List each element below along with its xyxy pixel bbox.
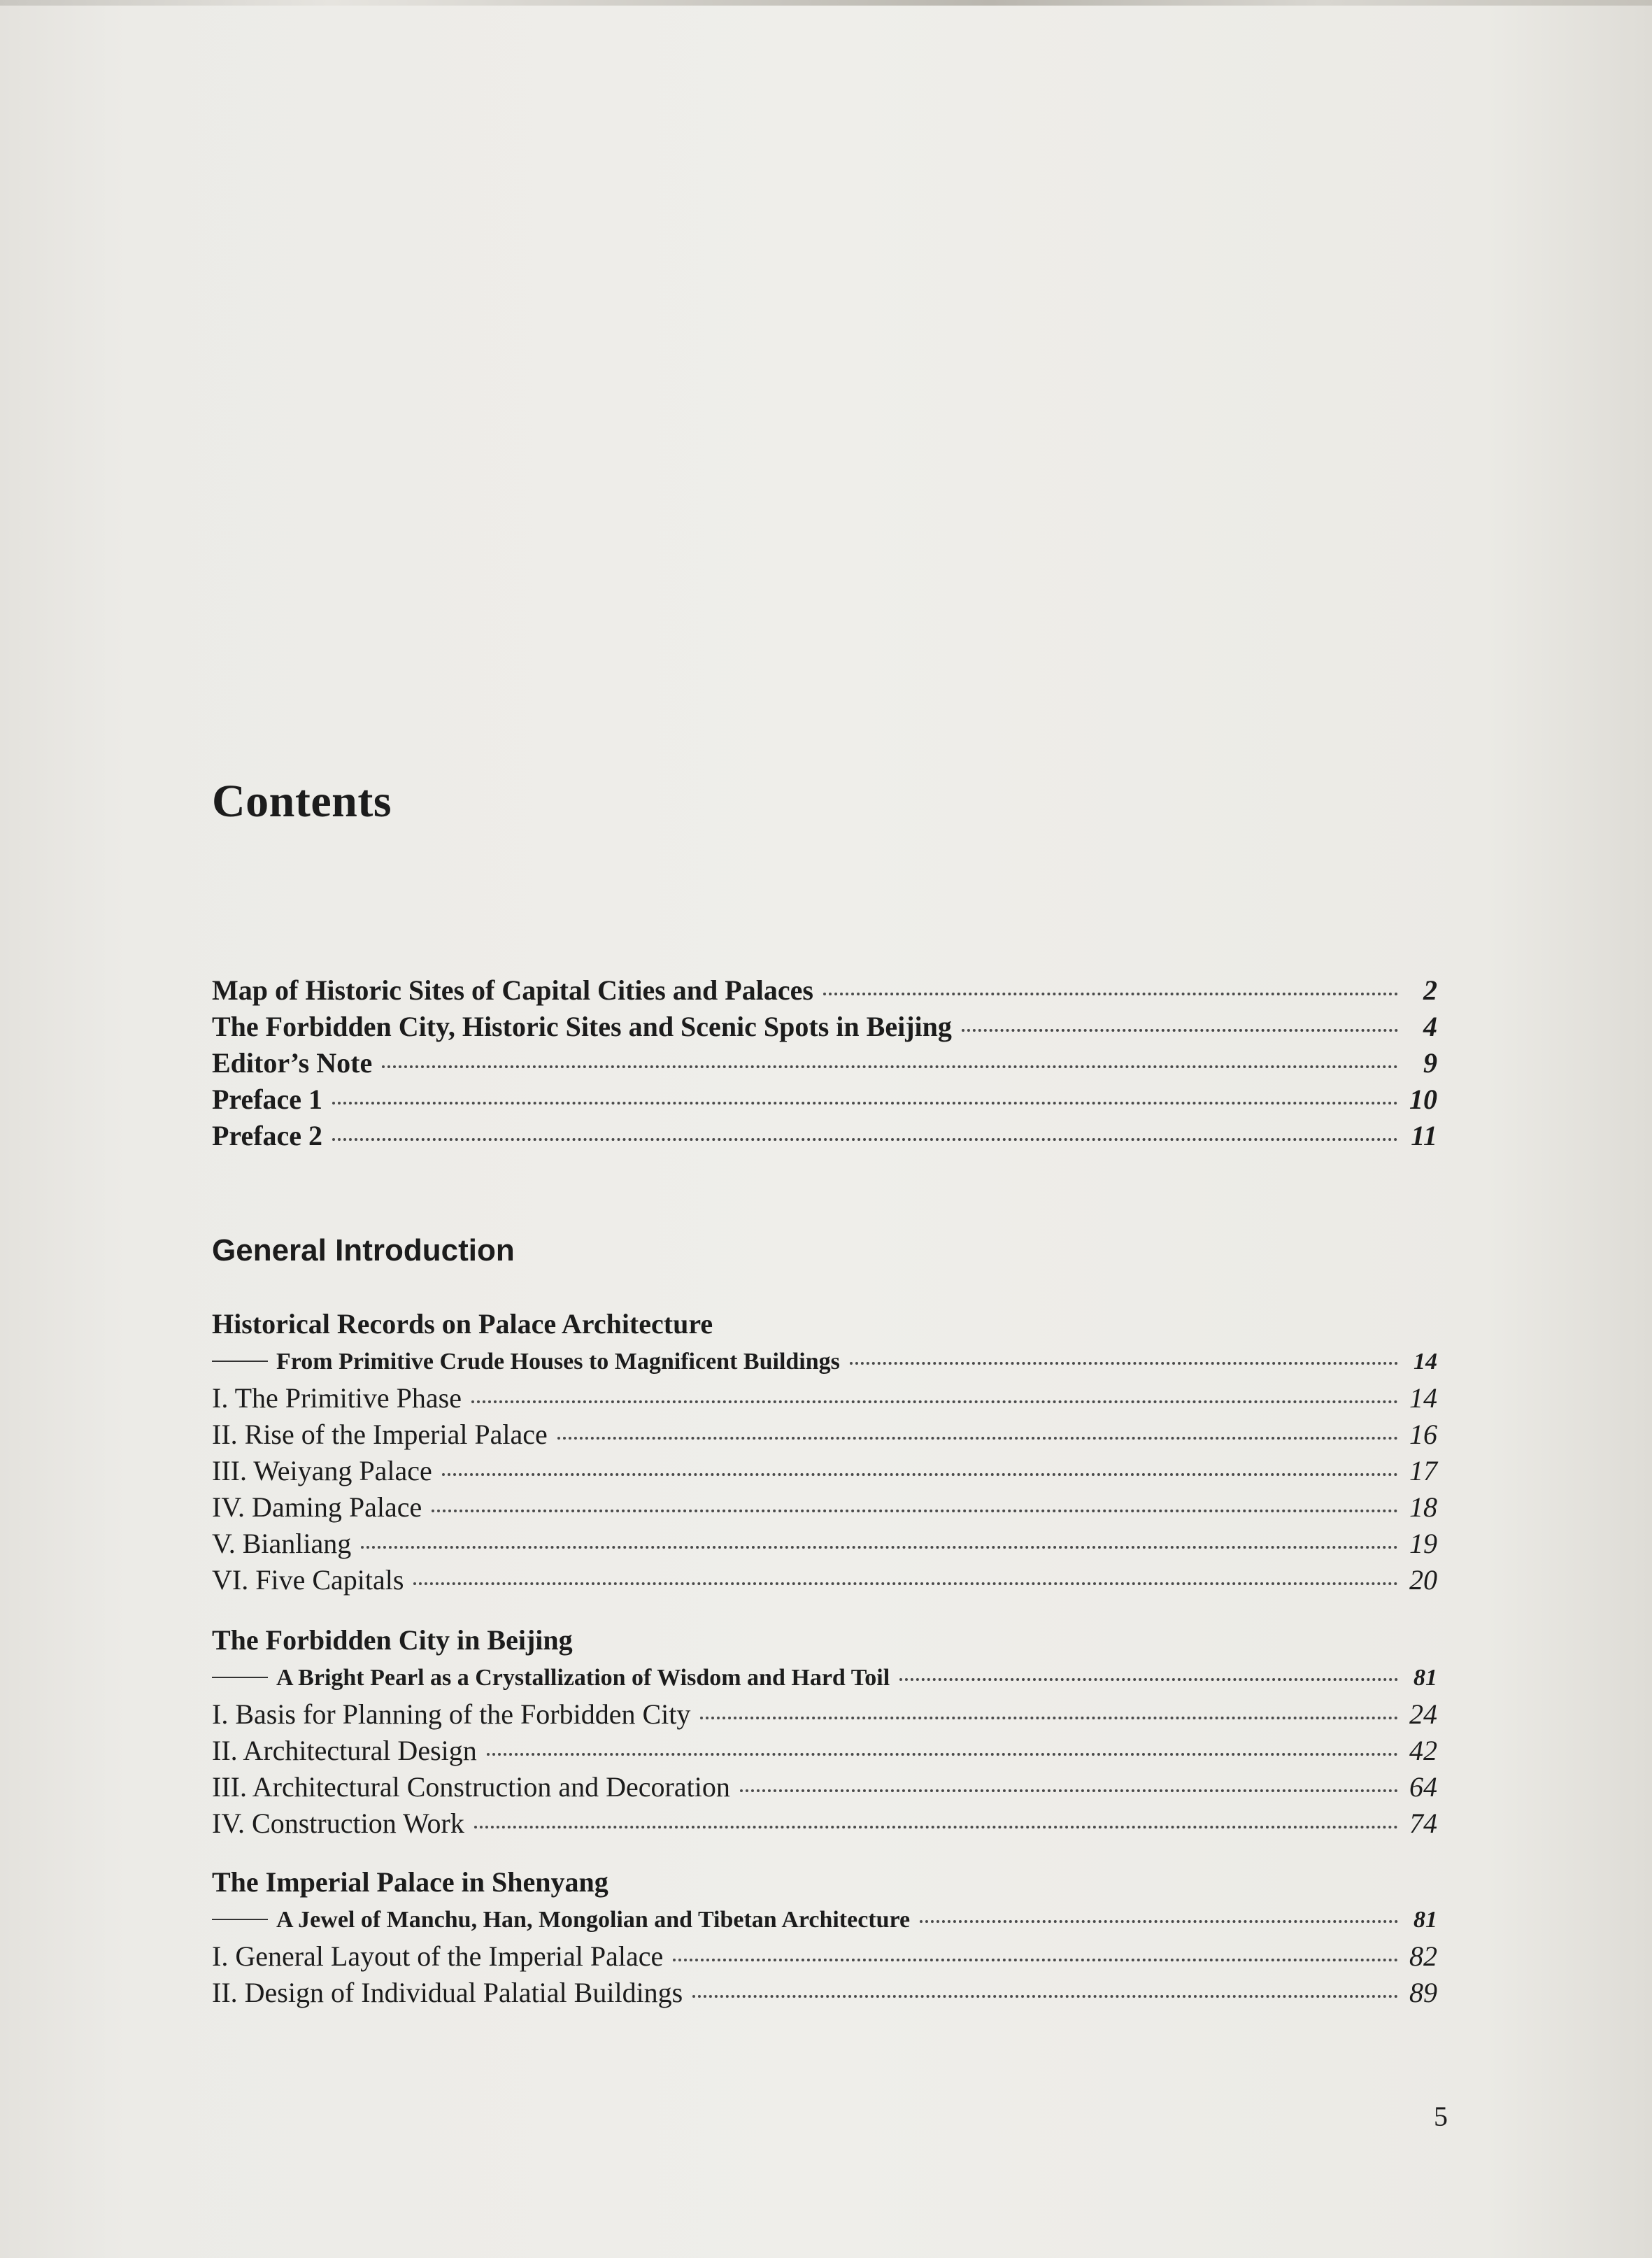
dot-leader <box>962 1028 1398 1032</box>
dot-leader <box>382 1064 1398 1068</box>
toc-entry-label: Editor’s Note <box>212 1047 373 1079</box>
chapter-title: Historical Records on Palace Architecture <box>212 1308 713 1340</box>
dot-leader <box>474 1824 1398 1829</box>
chapter-subtitle-entry[interactable] <box>212 1344 1437 1380</box>
dot-leader <box>413 1581 1398 1585</box>
chapter-block <box>212 1305 1437 1598</box>
toc-entry[interactable] <box>212 1562 1437 1598</box>
toc-entry-page: 11 <box>1411 1120 1437 1151</box>
chapter-title: The Forbidden City in Beijing <box>212 1624 573 1656</box>
toc-entry-page: 81 <box>1414 1907 1437 1933</box>
dot-leader <box>850 1361 1398 1365</box>
dot-leader <box>692 1994 1398 1998</box>
toc-entry-page: 20 <box>1409 1564 1437 1596</box>
dot-leader <box>740 1788 1398 1792</box>
section-heading: General Introduction <box>212 1233 515 1268</box>
toc-entry-page: 74 <box>1409 1808 1437 1839</box>
toc-entry-page: 24 <box>1409 1698 1437 1730</box>
page-title: Contents <box>212 776 392 827</box>
toc-entry-page: 10 <box>1409 1084 1437 1115</box>
em-dash <box>212 1919 268 1920</box>
dot-leader <box>557 1435 1398 1440</box>
toc-entry-label: IV. Construction Work <box>212 1808 464 1839</box>
chapter-subtitle-entry[interactable] <box>212 1660 1437 1696</box>
page-number: 5 <box>1434 2101 1448 2132</box>
toc-entry-label: II. Architectural Design <box>212 1735 477 1766</box>
chapter-block <box>212 1863 1437 2011</box>
toc-entry-label: V. Bianliang <box>212 1528 352 1559</box>
toc-entry[interactable] <box>212 1081 1437 1118</box>
toc-entry-label: III. Architectural Construction and Decoration <box>212 1771 730 1803</box>
toc-entry[interactable] <box>212 1938 1437 1975</box>
dot-leader <box>899 1677 1398 1681</box>
dot-leader <box>673 1957 1398 1961</box>
chapter-subtitle-entry[interactable] <box>212 1902 1437 1938</box>
toc-entry[interactable] <box>212 1489 1437 1526</box>
toc-entry[interactable] <box>212 1009 1437 1045</box>
dot-leader <box>823 991 1398 995</box>
toc-entry-page: 82 <box>1409 1940 1437 1972</box>
dot-leader <box>471 1399 1398 1403</box>
toc-entry-page: 16 <box>1409 1419 1437 1450</box>
toc-entry[interactable] <box>212 1805 1437 1842</box>
toc-entry-label: III. Weiyang Palace <box>212 1455 432 1486</box>
front-matter-list <box>212 972 1437 1154</box>
toc-entry-page: 4 <box>1423 1011 1437 1042</box>
toc-entry-page: 42 <box>1409 1735 1437 1766</box>
toc-entry[interactable] <box>212 1526 1437 1562</box>
toc-entry-label: Preface 1 <box>212 1084 323 1115</box>
toc-entry-label: II. Design of Individual Palatial Buildings <box>212 1977 683 2008</box>
toc-entry-page: 81 <box>1414 1665 1437 1691</box>
toc-entry-page: 14 <box>1414 1349 1437 1375</box>
dot-leader <box>487 1752 1398 1756</box>
toc-entry[interactable] <box>212 1696 1437 1733</box>
chapter-subtitle: From Primitive Crude Houses to Magnificent Buildings <box>276 1349 840 1375</box>
toc-entry-label: VI. Five Capitals <box>212 1564 404 1596</box>
toc-entry[interactable] <box>212 1975 1437 2011</box>
toc-entry-page: 64 <box>1409 1771 1437 1803</box>
toc-entry[interactable] <box>212 1733 1437 1769</box>
toc-entry[interactable] <box>212 972 1437 1009</box>
dot-leader <box>332 1137 1398 1141</box>
toc-entry-page: 19 <box>1409 1528 1437 1559</box>
toc-entry-page: 9 <box>1423 1047 1437 1079</box>
dot-leader <box>432 1508 1398 1512</box>
em-dash <box>212 1361 268 1362</box>
chapter-title: The Imperial Palace in Shenyang <box>212 1866 608 1898</box>
dot-leader <box>920 1919 1398 1923</box>
toc-entry-page: 14 <box>1409 1382 1437 1414</box>
toc-entry-label: I. General Layout of the Imperial Palace <box>212 1940 664 1972</box>
toc-entry-page: 18 <box>1409 1491 1437 1523</box>
toc-entry-page: 17 <box>1409 1455 1437 1486</box>
dot-leader <box>361 1545 1398 1549</box>
toc-entry[interactable] <box>212 1769 1437 1805</box>
toc-entry[interactable] <box>212 1453 1437 1489</box>
dot-leader <box>700 1715 1398 1719</box>
toc-entry[interactable] <box>212 1416 1437 1453</box>
toc-entry-label: II. Rise of the Imperial Palace <box>212 1419 548 1450</box>
toc-entry-label: Preface 2 <box>212 1120 323 1151</box>
toc-entry[interactable] <box>212 1380 1437 1416</box>
chapter-block <box>212 1621 1437 1842</box>
toc-entry-label: IV. Daming Palace <box>212 1491 422 1523</box>
toc-entry[interactable] <box>212 1118 1437 1154</box>
toc-entry-label: I. Basis for Planning of the Forbidden City <box>212 1698 691 1730</box>
em-dash <box>212 1677 268 1678</box>
chapter-subtitle: A Jewel of Manchu, Han, Mongolian and Tibetan Architecture <box>276 1907 911 1933</box>
toc-entry-label: I. The Primitive Phase <box>212 1382 462 1414</box>
dot-leader <box>442 1472 1398 1476</box>
toc-entry[interactable] <box>212 1045 1437 1081</box>
chapter-subtitle: A Bright Pearl as a Crystallization of Wisdom and Hard Toil <box>276 1665 890 1691</box>
toc-entry-page: 2 <box>1423 974 1437 1006</box>
toc-entry-label: Map of Historic Sites of Capital Cities and Palaces <box>212 974 813 1006</box>
toc-entry-label: The Forbidden City, Historic Sites and Scenic Spots in Beijing <box>212 1011 952 1042</box>
dot-leader <box>332 1100 1398 1105</box>
toc-entry-page: 89 <box>1409 1977 1437 2008</box>
